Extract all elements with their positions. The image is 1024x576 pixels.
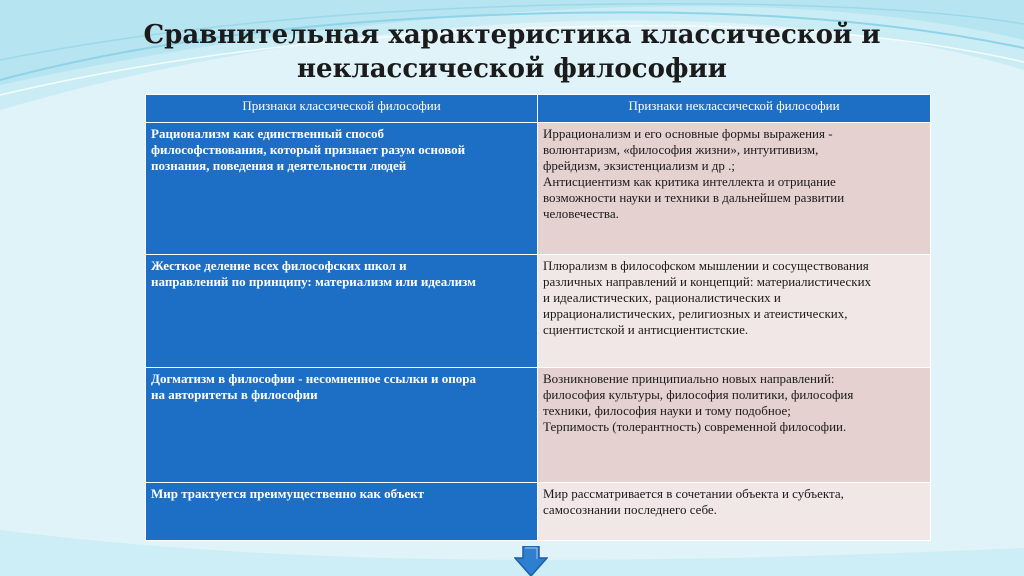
cell-text-line: возможности науки и техники в дальнейшем развитии [543,190,845,205]
nonclassic-cell [538,123,931,255]
nonclassic-cell [538,483,931,541]
cell-text-line: Мир трактуется преимущественно как объект [151,486,425,501]
nonclassic-cell [538,255,931,368]
cell-text-line: Терпимость (толерантность) современной философии. [543,419,847,434]
cell-text-line: Плюрализм в философском мышлении и сосуществования [543,258,869,273]
classic-cell [146,123,538,255]
cell-text-line: Рационализм как единственный способ [151,126,384,141]
classic-cell [146,368,538,483]
cell-text-line: философствования, который признает разум основой [151,142,466,157]
cell-text-line: Догматизм в философии - несомненное ссылки и опора [151,371,476,386]
classic-cell [146,483,538,541]
cell-text-line: Антисциентизм как критика интеллекта и отрицание [543,174,836,189]
table-row [146,255,931,368]
cell-text-line: иррационалистических, религиозных и атеистических, [543,306,848,321]
cell-text-line: Возникновение принципиально новых направлений: [543,371,835,386]
cell-text-line: на авторитеты в философии [151,387,318,402]
cell-text-line: направлений по принципу: материализм или идеализм [151,274,476,289]
title-line-1: Сравнительная характеристика классической и [143,20,881,50]
header-classic: Признаки классической философии [146,95,538,123]
cell-text-line: и идеалистических, рационалистических и [543,290,781,305]
cell-text-line: философия культуры, философия политики, философия [543,387,854,402]
cell-text-line: самосознании последнего себе. [543,502,717,517]
down-arrow-icon[interactable] [514,546,548,576]
cell-text-line: Мир рассматривается в сочетании объекта и субъекта, [543,486,844,501]
table-row [146,483,931,541]
comparison-table [145,94,931,541]
cell-text-line: познания, поведения и деятельности людей [151,158,407,173]
cell-text-line: человечества. [543,206,619,221]
table-header-row [146,95,931,123]
title-line-2: неклассической философии [297,54,727,84]
cell-text-line: сциентистской и антисциентистские. [543,322,749,337]
nonclassic-cell [538,368,931,483]
cell-text-line: фрейдизм, экзистенциализм и др .; [543,158,735,173]
header-nonclassic: Признаки неклассической философии [538,95,931,123]
cell-text-line: техники, философия науки и тому подобное; [543,403,791,418]
classic-cell [146,255,538,368]
cell-text-line: волюнтаризм, «философия жизни», интуитивизм, [543,142,819,157]
cell-text-line: различных направлений и концепций: материалистических [543,274,872,289]
slide-title [0,18,1024,86]
cell-text-line: Жесткое деление всех философских школ и [151,258,407,273]
table-row [146,368,931,483]
cell-text-line: Иррационализм и его основные формы выражения - [543,126,833,141]
table-row [146,123,931,255]
